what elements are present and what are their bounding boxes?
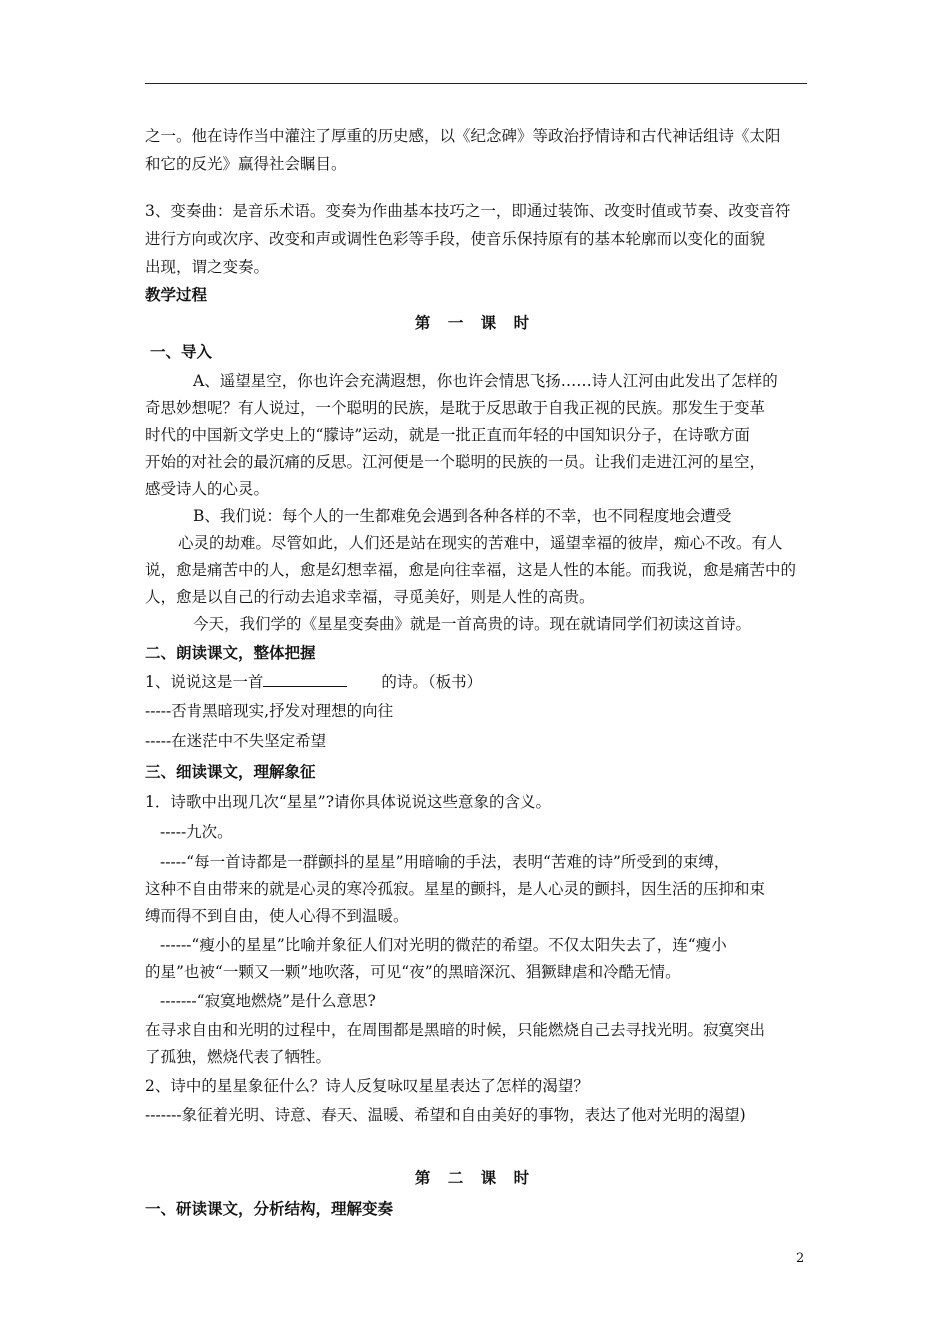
term-definition-line: 进行方向或次序、改变和声或调性色彩等手段，使音乐保持原有的基本轮廓而以变化的面貌: [145, 230, 766, 248]
section-heading-structure: 一、研读课文，分析结构，理解变奏: [145, 1200, 394, 1218]
answer-line: 了孤独，燃烧代表了牺牲。: [145, 1048, 332, 1066]
paragraph-line: 奇思妙想呢？有人说过，一个聪明的民族，是耽于反思敢于自我正视的民族。那发生于变革: [145, 399, 766, 417]
answer-blank: [263, 670, 347, 687]
paragraph-line: 今天，我们学的《星星变奏曲》就是一首高贵的诗。现在就请同学们初读这首诗。: [193, 615, 752, 633]
paragraph-line: 心灵的劫难。尽管如此，人们还是站在现实的苦难中，遥望幸福的彼岸，痴心不改。有人: [178, 534, 783, 552]
section-heading-process: 教学过程: [145, 286, 208, 304]
answer-line: 在寻求自由和光明的过程中，在周围都是黑暗的时候，只能燃烧自己去寻找光明。寂寞突出: [145, 1021, 766, 1039]
answer-line: ------“瘦小的星星”比喻并象征人们对光明的微茫的希望。不仅太阳失去了，连“瘦小: [160, 936, 727, 954]
section-heading-intro: 一、导入: [150, 343, 213, 361]
paragraph-line: B、我们说：每个人的一生都难免会遇到各种各样的不幸，也不同程度地会遭受: [193, 507, 732, 525]
paragraph-line: 说，愈是痛苦中的人，愈是幻想幸福，愈是向往幸福，这是人性的本能。而我说，愈是痛苦中的: [145, 561, 797, 579]
answer-line: -----在迷茫中不失坚定希望: [145, 732, 327, 750]
question-suffix: 的诗。（板书）: [381, 673, 483, 691]
answer-line: 这种不自由带来的就是心灵的寒冷孤寂。星星的颤抖，是人心灵的颤抖，因生活的压抑和束: [145, 880, 766, 898]
answer-line: -------象征着光明、诗意、春天、温暖、希望和自由美好的事物，表达了他对光明的渴望): [145, 1106, 746, 1124]
paragraph-line: 感受诗人的心灵。: [145, 480, 270, 498]
paragraph-line: 时代的中国新文学史上的“朦诗”运动，就是一批正直而年轻的中国知识分子，在诗歌方面: [145, 426, 750, 444]
answer-line: -----否肯黑暗现实,抒发对理想的向往: [145, 702, 394, 720]
question-line: 1．诗歌中出现几次“星星”?请你具体说说这些意象的含义。: [145, 793, 552, 811]
lesson-two-title: 第 二 课 时: [414, 1169, 536, 1187]
term-definition-line: 3、变奏曲：是音乐术语。变奏为作曲基本技巧之一，即通过装饰、改变时值或节奏、改变音符: [145, 202, 791, 220]
question-line: -------“寂寞地燃烧”是什么意思?: [160, 992, 376, 1010]
section-heading-read: 二、朗读课文，整体把握: [145, 644, 316, 662]
paragraph-line: 人，愈是以自己的行动去追求幸福，寻觅美好，则是人性的高贵。: [145, 588, 595, 606]
page-number: 2: [796, 1251, 805, 1266]
answer-line: -----“每一首诗都是一群颤抖的星星”用暗喻的手法，表明“苦难的诗”所受到的束缚，: [160, 853, 730, 871]
paragraph-line: 开始的对社会的最沉痛的反思。江河便是一个聪明的民族的一员。让我们走进江河的星空，: [145, 453, 766, 471]
lesson-one-title: 第 一 课 时: [414, 314, 536, 332]
body-line: 和它的反光》赢得社会瞩目。: [145, 155, 347, 173]
answer-line: 的星”也被“一颗又一颗”地吹落，可见“夜”的黑暗深沉、猖獗肆虐和冷酷无情。: [145, 963, 681, 981]
section-heading-symbol: 三、细读课文，理解象征: [145, 763, 316, 781]
answer-line: -----九次。: [160, 823, 233, 841]
paragraph-line: A、遥望星空，你也许会充满遐想，你也许会情思飞扬……诗人江河由此发出了怎样的: [193, 372, 778, 390]
question-line: 2、诗中的星星象征什么？诗人反复咏叹星星表达了怎样的渴望？: [145, 1077, 589, 1095]
header-rule: [145, 83, 807, 84]
answer-line: 缚而得不到自由，使人心得不到温暖。: [145, 907, 409, 925]
body-line: 之一。他在诗作当中灌注了厚重的历史感，以《纪念碑》等政治抒情诗和古代神话组诗《太阳: [145, 127, 781, 145]
question-prefix: 1、说说这是一首: [145, 673, 264, 691]
term-definition-line: 出现，谓之变奏。: [145, 258, 270, 276]
fill-in-question: [145, 670, 482, 693]
